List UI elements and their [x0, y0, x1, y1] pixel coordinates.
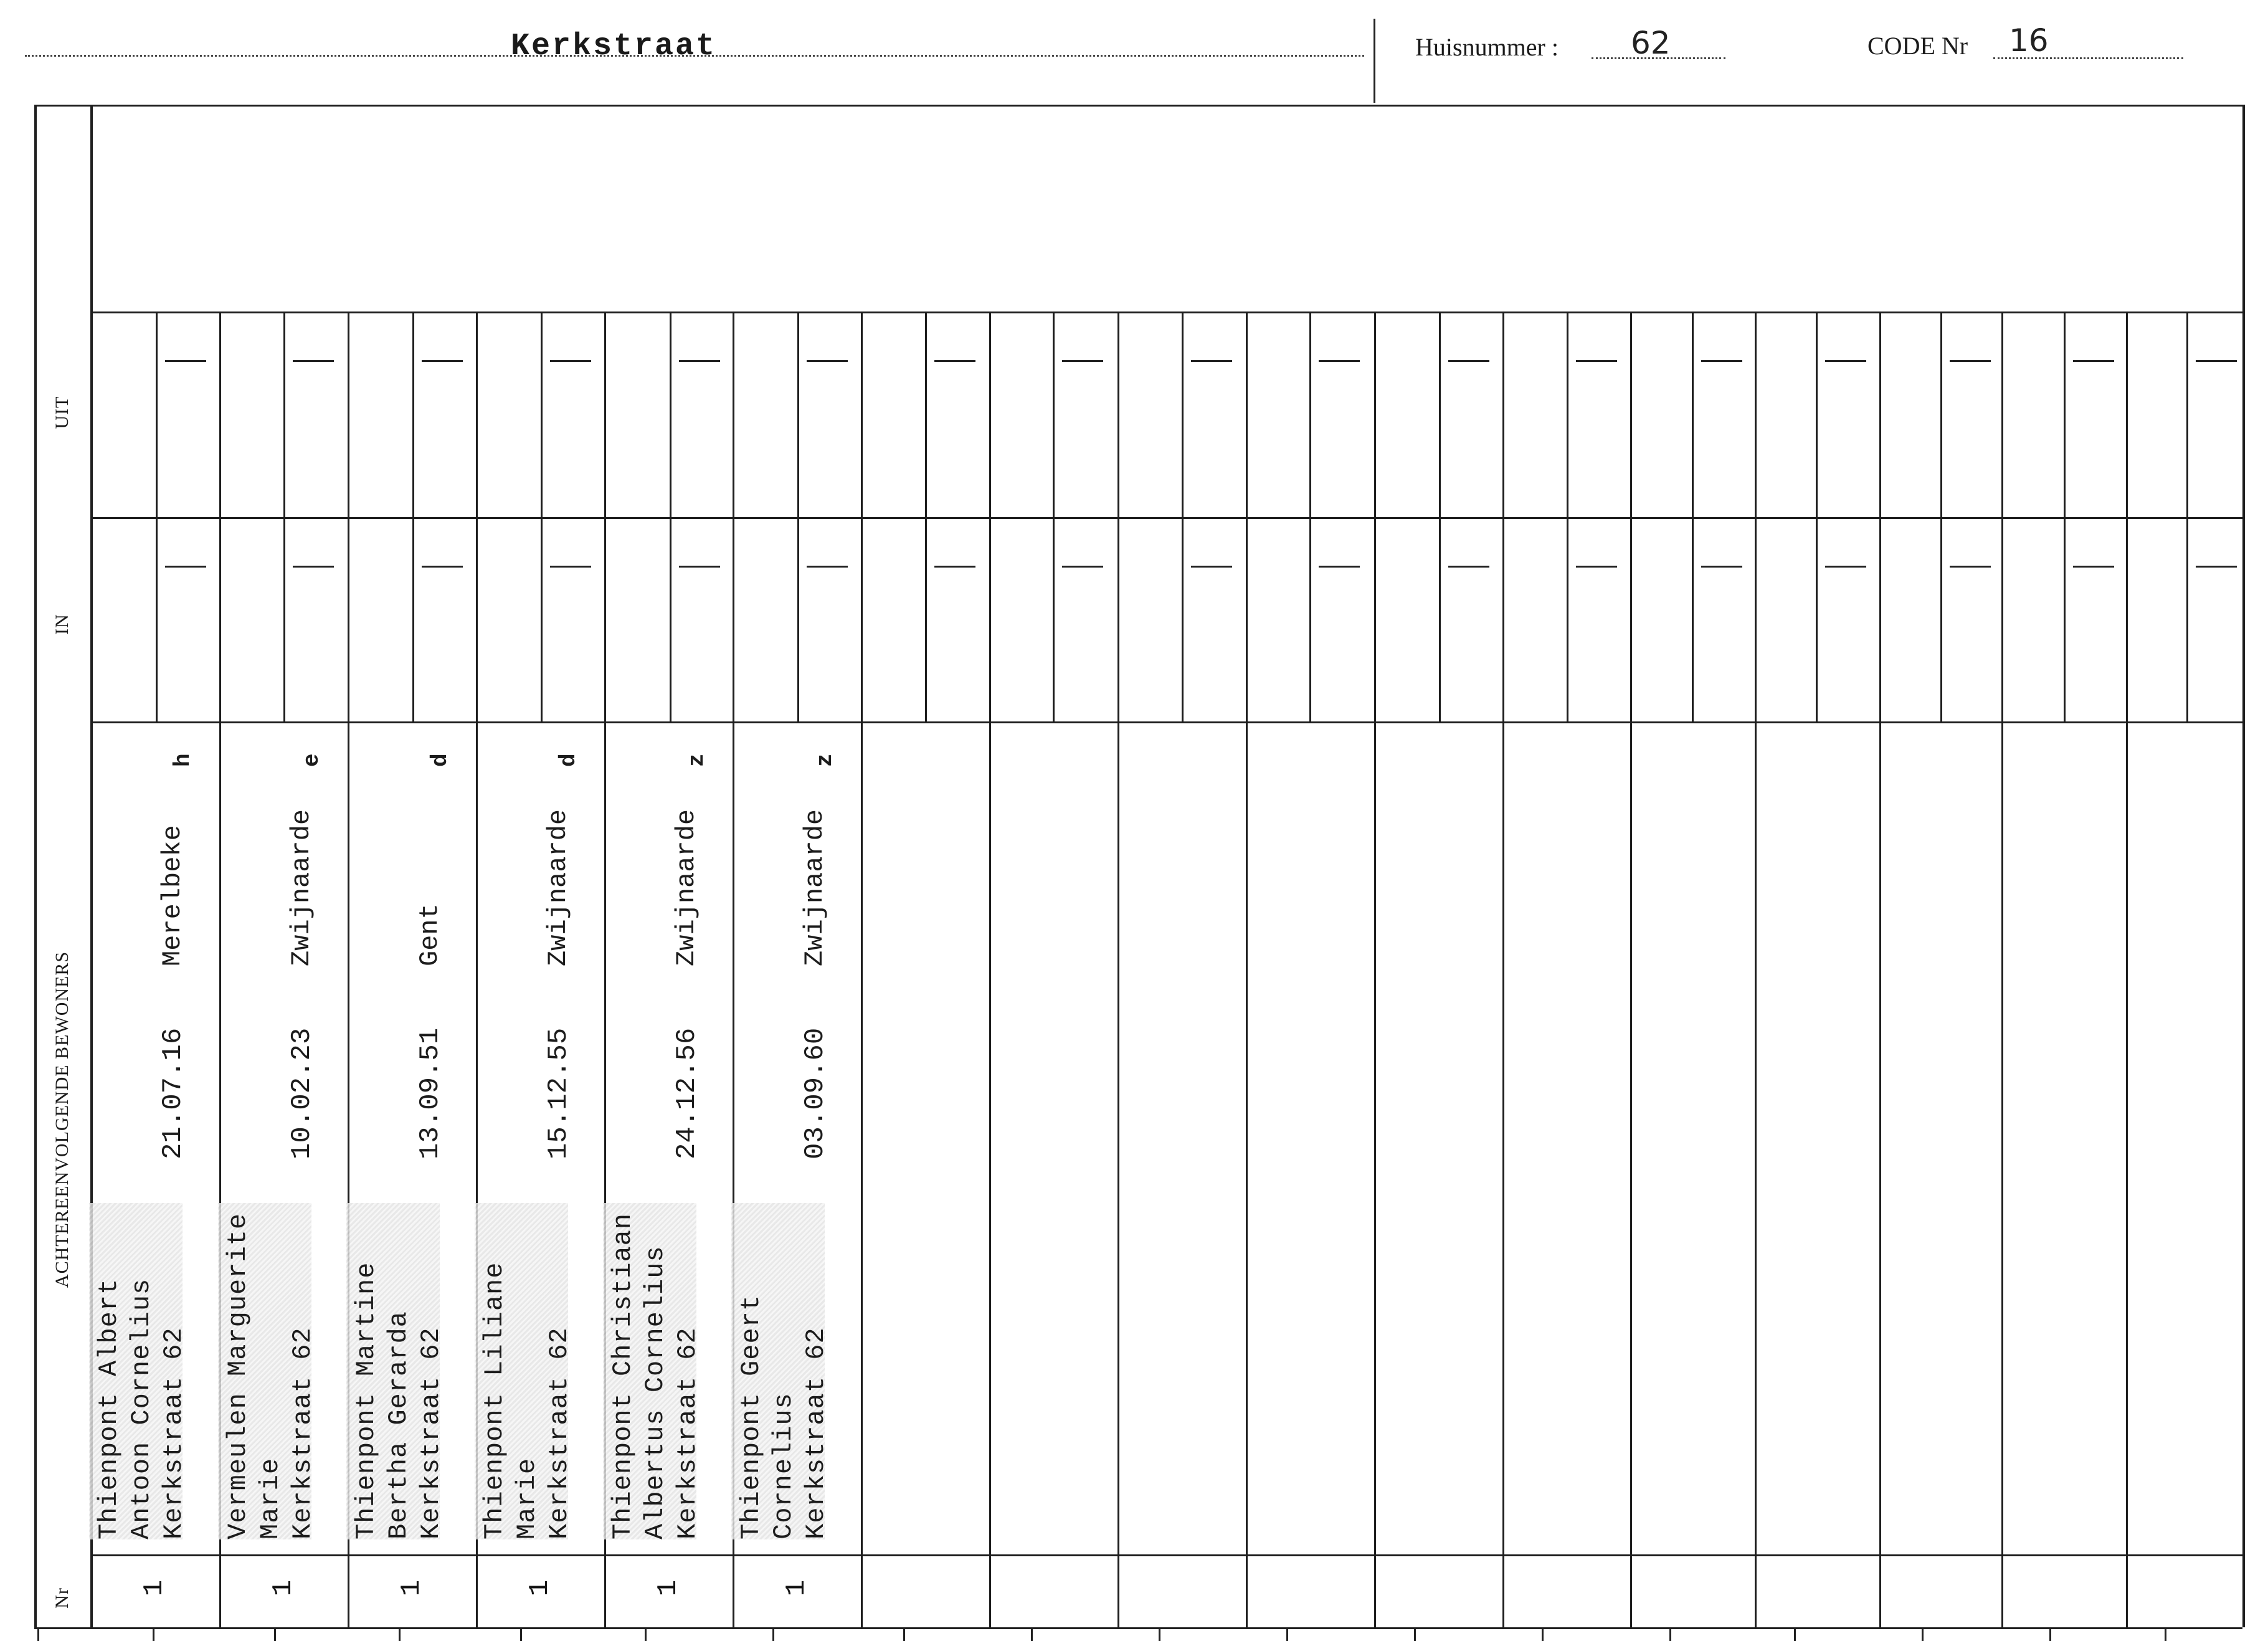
in-dash	[679, 566, 720, 568]
residents-label: ACHTEREENVOLGENDE BEWONERS	[52, 951, 72, 1288]
resident-birth-date: 24.12.56	[671, 1027, 703, 1159]
resident-address: Kerkstraat 62	[159, 1327, 189, 1539]
bottom-tick	[399, 1629, 401, 1641]
uit-dash	[679, 360, 720, 362]
code-number-value: 16	[2009, 22, 2049, 59]
grid-right-border	[2242, 105, 2245, 1627]
in-dash	[1319, 566, 1360, 568]
bottom-tick	[274, 1629, 276, 1641]
in-dash	[550, 566, 591, 568]
in-dash	[2073, 566, 2114, 568]
uit-dash	[2073, 360, 2114, 362]
resident-code: h	[170, 753, 196, 767]
resident-birth-place: Gent	[415, 903, 445, 966]
sub-column-separator	[541, 312, 543, 721]
header-separator	[1374, 19, 1375, 103]
column-separator	[1630, 312, 1632, 1627]
resident-name: Thienpont Albert	[94, 1278, 124, 1539]
resident-given-names: Cornelius	[769, 1392, 799, 1539]
sub-column-separator	[412, 312, 414, 721]
in-dash	[807, 566, 848, 568]
in-dash	[1950, 566, 1991, 568]
row-separator	[90, 721, 2242, 723]
in-dash	[1062, 566, 1103, 568]
resident-number: 1	[268, 1579, 299, 1597]
bottom-tick	[153, 1629, 154, 1641]
resident-code: z	[684, 753, 709, 767]
resident-entry	[89, 736, 220, 1539]
resident-name: Thienpont Christiaan	[608, 1212, 638, 1539]
uit-dash	[422, 360, 463, 362]
uit-dash	[550, 360, 591, 362]
resident-address: Kerkstraat 62	[288, 1327, 318, 1539]
column-separator	[989, 312, 991, 1627]
resident-birth-place: Zwijnaarde	[287, 809, 316, 966]
resident-number: 1	[781, 1579, 812, 1597]
bottom-tick	[645, 1629, 647, 1641]
uit-dash	[1825, 360, 1866, 362]
in-dash	[1576, 566, 1617, 568]
column-separator	[1246, 312, 1248, 1627]
in-dash	[934, 566, 975, 568]
resident-number: 1	[396, 1579, 427, 1597]
resident-number: 1	[653, 1579, 684, 1597]
sub-column-separator	[156, 312, 158, 721]
uit-dash	[1191, 360, 1232, 362]
sub-column-separator	[1816, 312, 1818, 721]
bottom-tick	[2165, 1629, 2166, 1641]
in-dash	[422, 566, 463, 568]
grid-left-border	[34, 105, 37, 1627]
resident-number: 1	[524, 1579, 556, 1597]
resident-birth-place: Zwijnaarde	[800, 809, 830, 966]
resident-birth-date: 10.02.23	[287, 1027, 318, 1159]
in-dash	[2196, 566, 2237, 568]
resident-birth-date: 13.09.51	[415, 1027, 446, 1159]
sub-column-separator	[925, 312, 927, 721]
sub-column-separator	[1439, 312, 1441, 721]
sub-column-separator	[2186, 312, 2188, 721]
sub-column-separator	[670, 312, 671, 721]
resident-code: e	[299, 753, 325, 767]
sub-column-separator	[1309, 312, 1311, 721]
uit-dash	[165, 360, 206, 362]
in-dash	[1448, 566, 1489, 568]
uit-dash	[1448, 360, 1489, 362]
resident-birth-date: 03.09.60	[800, 1027, 831, 1159]
sub-column-separator	[1567, 312, 1568, 721]
resident-given-names: Marie	[512, 1457, 542, 1539]
resident-name: Vermeulen Marguerite	[223, 1212, 253, 1539]
resident-given-names: Antoon Cornelius	[126, 1278, 156, 1539]
sub-column-separator	[1053, 312, 1055, 721]
resident-birth-date: 15.12.55	[543, 1027, 574, 1159]
nr-label: Nr	[52, 1587, 72, 1609]
resident-address: Kerkstraat 62	[544, 1327, 574, 1539]
resident-address: Kerkstraat 62	[416, 1327, 446, 1539]
in-dash	[165, 566, 206, 568]
sub-column-separator	[2064, 312, 2066, 721]
resident-name: Thienpont Liliane	[480, 1262, 510, 1539]
column-separator	[1502, 312, 1504, 1627]
uit-dash	[1950, 360, 1991, 362]
resident-entry	[346, 736, 477, 1539]
bottom-tick	[1031, 1629, 1033, 1641]
bottom-tick	[520, 1629, 522, 1641]
house-number-label: Huisnummer :	[1415, 33, 1559, 61]
row-separator	[90, 1554, 2242, 1556]
grid-bottom-border	[34, 1627, 2242, 1629]
street-name: Kerkstraat	[511, 29, 717, 64]
column-separator	[1117, 312, 1119, 1627]
resident-code: z	[812, 753, 838, 767]
in-dash	[1191, 566, 1232, 568]
house-number-value: 62	[1631, 25, 1671, 61]
resident-address: Kerkstraat 62	[801, 1327, 831, 1539]
resident-entry	[218, 736, 349, 1539]
sub-column-separator	[1692, 312, 1694, 721]
bottom-tick	[903, 1629, 905, 1641]
resident-given-names: Marie	[255, 1457, 285, 1539]
uit-dash	[807, 360, 848, 362]
in-dash	[1701, 566, 1742, 568]
column-separator	[1755, 312, 1757, 1627]
resident-code: d	[556, 753, 581, 767]
bottom-tick	[772, 1629, 774, 1641]
column-separator	[1879, 312, 1881, 1627]
in-dash	[1825, 566, 1866, 568]
in-dash	[293, 566, 334, 568]
bottom-tick	[1286, 1629, 1288, 1641]
bottom-tick	[1414, 1629, 1416, 1641]
bottom-tick	[1542, 1629, 1544, 1641]
resident-number: 1	[139, 1579, 170, 1597]
sub-column-separator	[797, 312, 799, 721]
resident-birth-place: Merelbeke	[158, 825, 187, 966]
uit-dash	[1062, 360, 1103, 362]
column-separator	[2001, 312, 2003, 1627]
resident-entry	[475, 736, 605, 1539]
resident-name: Thienpont Geert	[736, 1294, 766, 1539]
resident-birth-place: Zwijnaarde	[543, 809, 573, 966]
sub-column-separator	[1182, 312, 1184, 721]
code-number-label: CODE Nr	[1867, 32, 1968, 60]
resident-entry	[603, 736, 734, 1539]
uit-dash	[293, 360, 334, 362]
column-separator	[2126, 312, 2128, 1627]
bottom-tick	[1159, 1629, 1160, 1641]
resident-birth-place: Zwijnaarde	[671, 809, 701, 966]
uit-dash	[1319, 360, 1360, 362]
sub-column-separator	[283, 312, 285, 721]
uit-label: UIT	[52, 396, 72, 429]
bottom-tick	[1669, 1629, 1671, 1641]
resident-entry	[731, 736, 862, 1539]
uit-dash	[2196, 360, 2237, 362]
resident-name: Thienpont Martine	[351, 1262, 381, 1539]
bottom-tick	[37, 1629, 39, 1641]
bottom-tick	[2049, 1629, 2051, 1641]
resident-given-names: Albertus Cornelius	[640, 1245, 670, 1539]
grid-top-border	[34, 105, 2242, 107]
bottom-tick	[1922, 1629, 1924, 1641]
in-label: IN	[52, 614, 72, 635]
sub-column-separator	[1940, 312, 1942, 721]
uit-dash	[1701, 360, 1742, 362]
resident-address: Kerkstraat 62	[673, 1327, 703, 1539]
uit-dash	[1576, 360, 1617, 362]
resident-given-names: Bertha Gerarda	[384, 1311, 414, 1539]
resident-code: d	[427, 753, 453, 767]
bottom-tick	[1794, 1629, 1796, 1641]
uit-dash	[934, 360, 975, 362]
resident-birth-date: 21.07.16	[158, 1027, 189, 1159]
column-separator	[1374, 312, 1376, 1627]
